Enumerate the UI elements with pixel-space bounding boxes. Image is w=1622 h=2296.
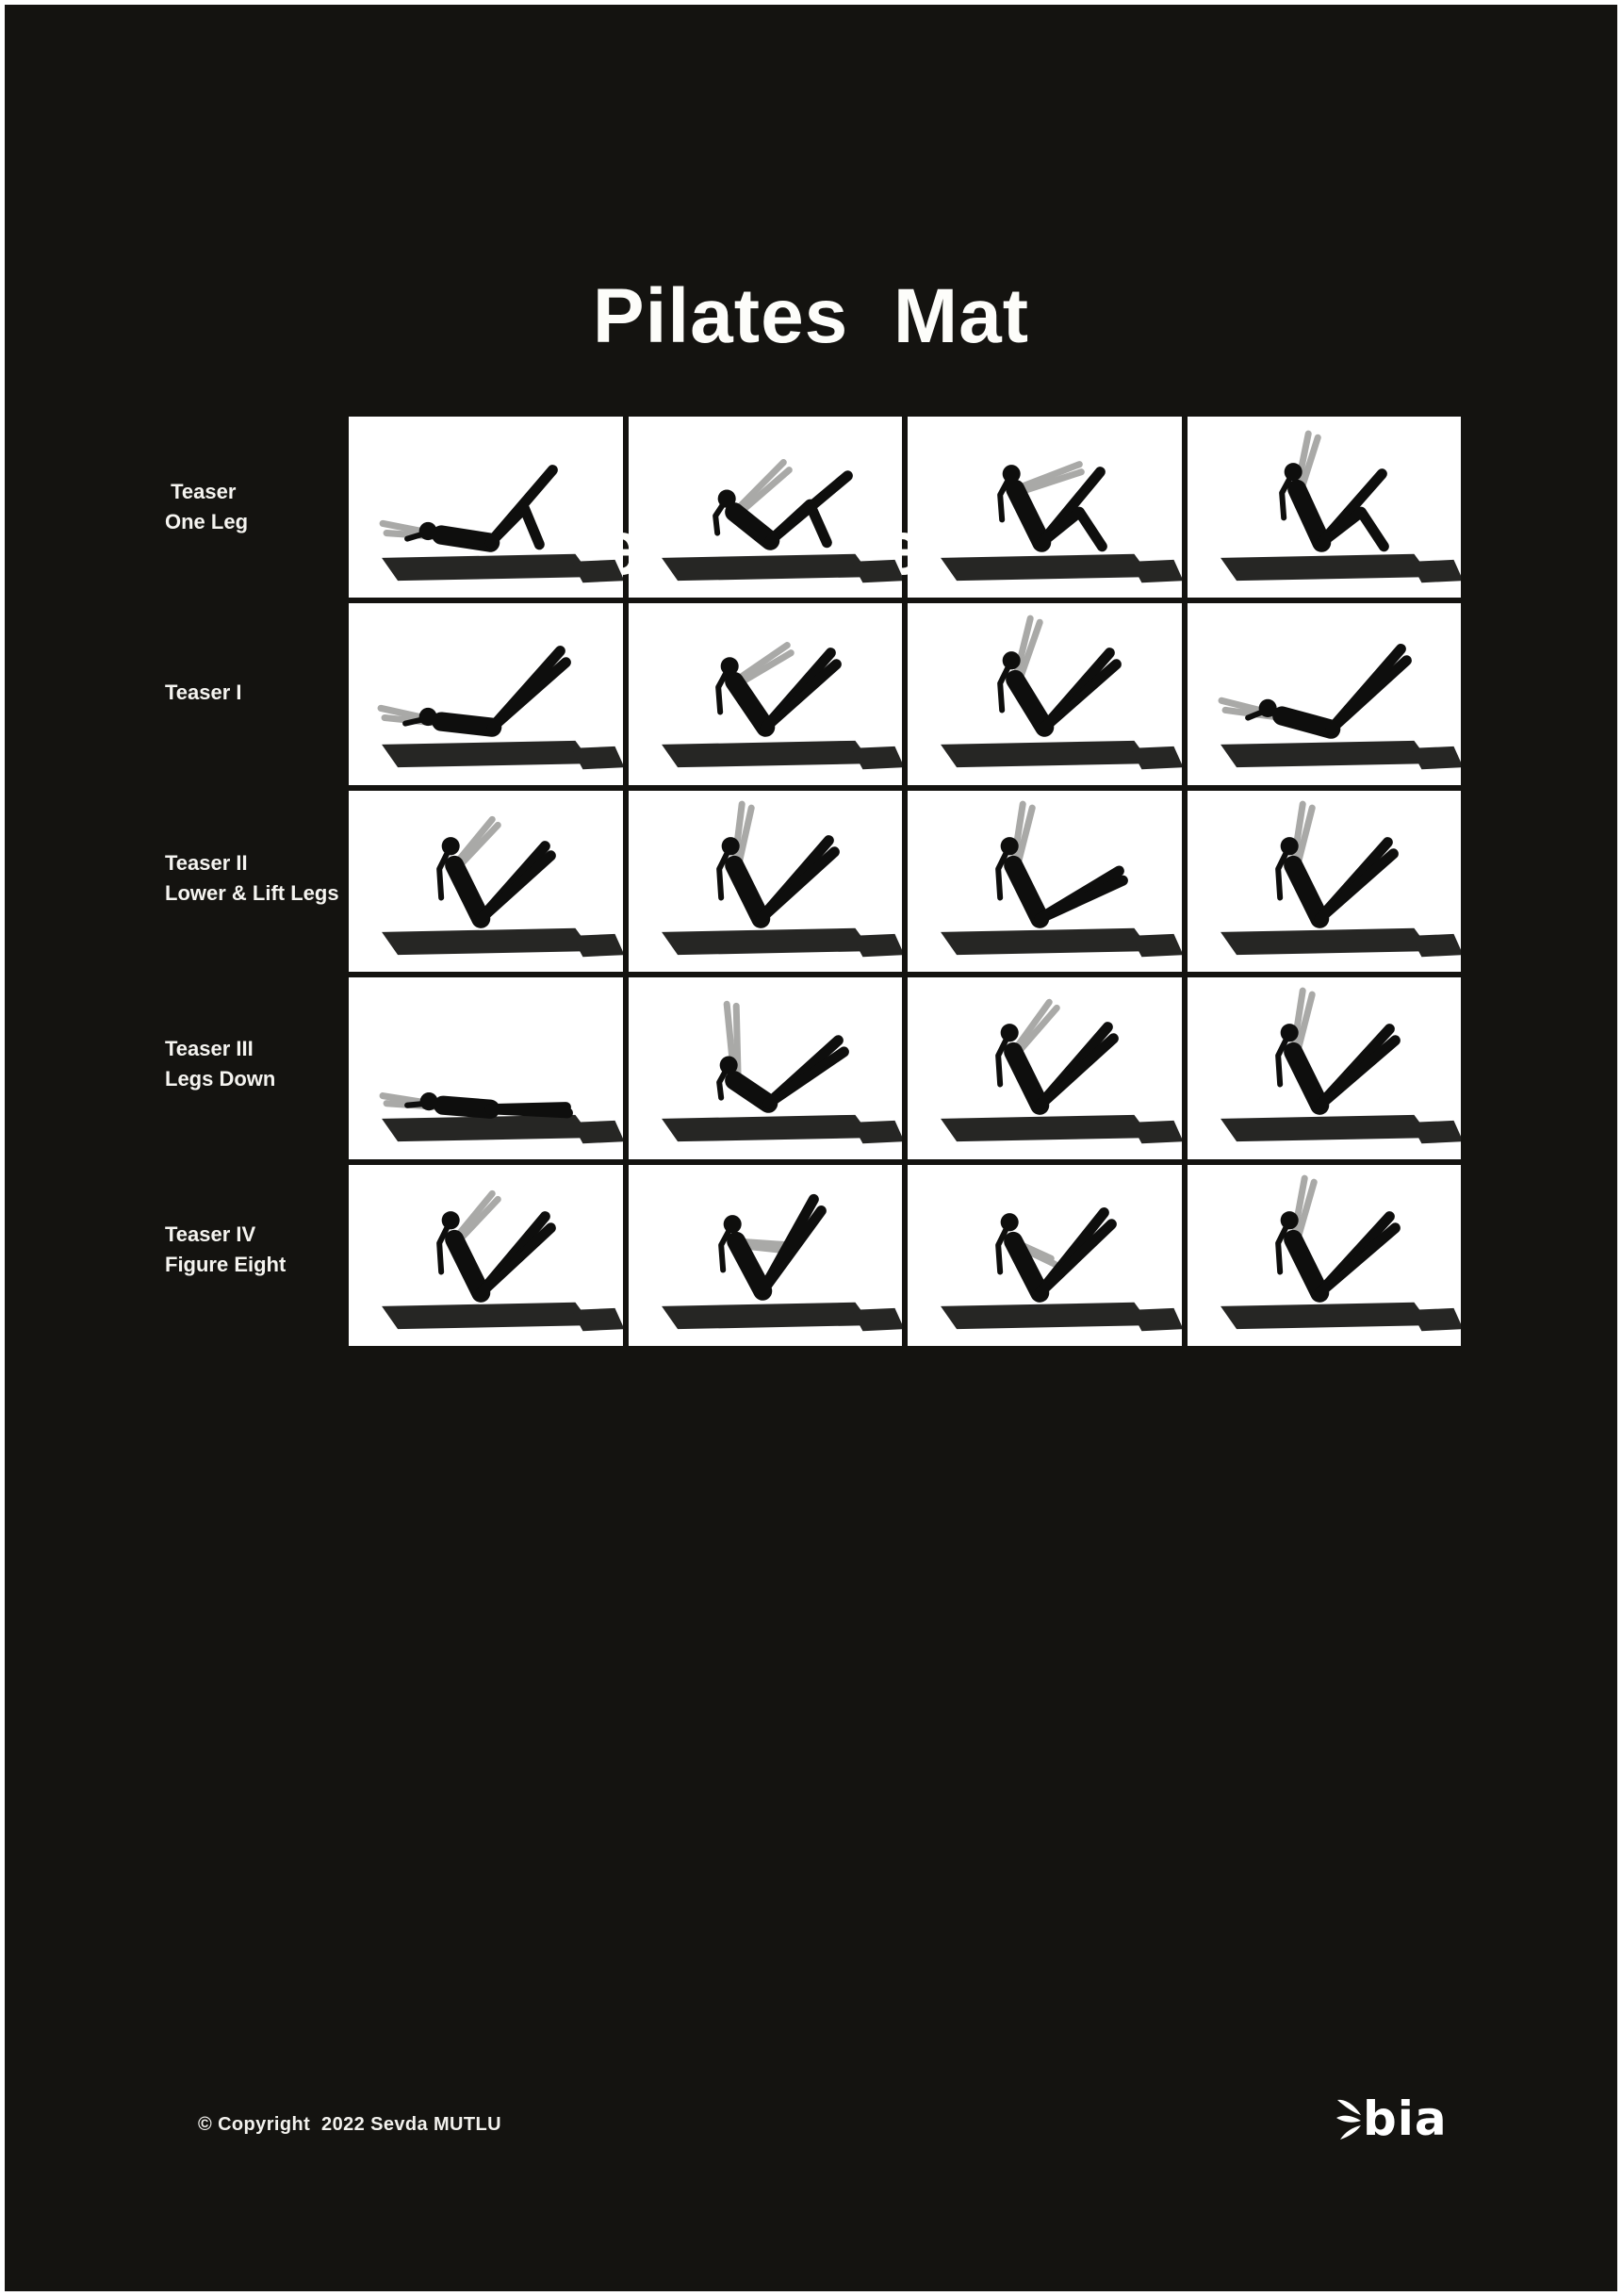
poster-title-line1: Pilates Mat [592,273,1030,359]
exercise-photo-cell [629,977,903,1158]
pilates-pose-illustration [908,417,1182,598]
pilates-pose-illustration [1188,417,1462,598]
exercise-photo-cell [629,1165,903,1346]
row-label-line: Lower & Lift Legs [165,880,339,905]
exercise-photo-cell [1188,417,1462,598]
exercise-photo-cell [629,417,903,598]
exercise-photo-cell [349,1165,623,1346]
row-label-line: Figure Eight [165,1252,287,1276]
pilates-pose-illustration [1188,791,1462,972]
exercise-photo-cell [1188,791,1462,972]
exercise-photo-cell [908,417,1182,598]
row-label-line: Teaser IV [165,1222,256,1246]
pilates-pose-illustration [908,1165,1182,1346]
exercise-photo-cell [629,603,903,784]
pilates-pose-illustration [1188,603,1462,784]
row-label-line: Teaser [165,479,237,503]
exercise-photo-cell [1188,977,1462,1158]
exercise-photo-cell [908,603,1182,784]
row-label-line: Teaser I [165,680,242,704]
pilates-pose-illustration [349,791,623,972]
pilates-pose-illustration [629,603,903,784]
pilates-pose-illustration [1188,1165,1462,1346]
exercise-photo-cell [349,603,623,784]
row-label-line: Legs Down [165,1066,276,1091]
exercise-photo-cell [629,791,903,972]
pilates-pose-illustration [1188,977,1462,1158]
bia-logo-text: bia [1363,2091,1448,2146]
pilates-pose-illustration [349,977,623,1158]
poster-background [5,5,1617,2291]
row-label-line: Teaser II [165,850,248,875]
pilates-pose-illustration [908,603,1182,784]
pilates-pose-illustration [629,977,903,1158]
exercise-photo-cell [908,1165,1182,1346]
exercise-photo-cell [1188,1165,1462,1346]
pilates-pose-illustration [629,1165,903,1346]
exercise-photo-cell [1188,603,1462,784]
pilates-pose-illustration [629,417,903,598]
wing-icon [1336,2096,1361,2141]
exercise-photo-cell [908,791,1182,972]
pilates-pose-illustration [349,603,623,784]
pilates-pose-illustration [629,791,903,972]
pilates-pose-illustration [908,791,1182,972]
row-label-line: One Leg [165,509,249,533]
exercise-photo-cell [349,791,623,972]
bia-logo [1336,2091,1448,2146]
pilates-pose-illustration [349,1165,623,1346]
exercise-grid [349,417,1461,1346]
exercise-photo-cell [349,977,623,1158]
row-label-line: Teaser III [165,1036,254,1060]
pilates-pose-illustration [908,977,1182,1158]
pilates-pose-illustration [349,417,623,598]
copyright-text: © Copyright 2022 Sevda MUTLU [198,2114,501,2135]
exercise-photo-cell [349,417,623,598]
exercise-photo-cell [908,977,1182,1158]
